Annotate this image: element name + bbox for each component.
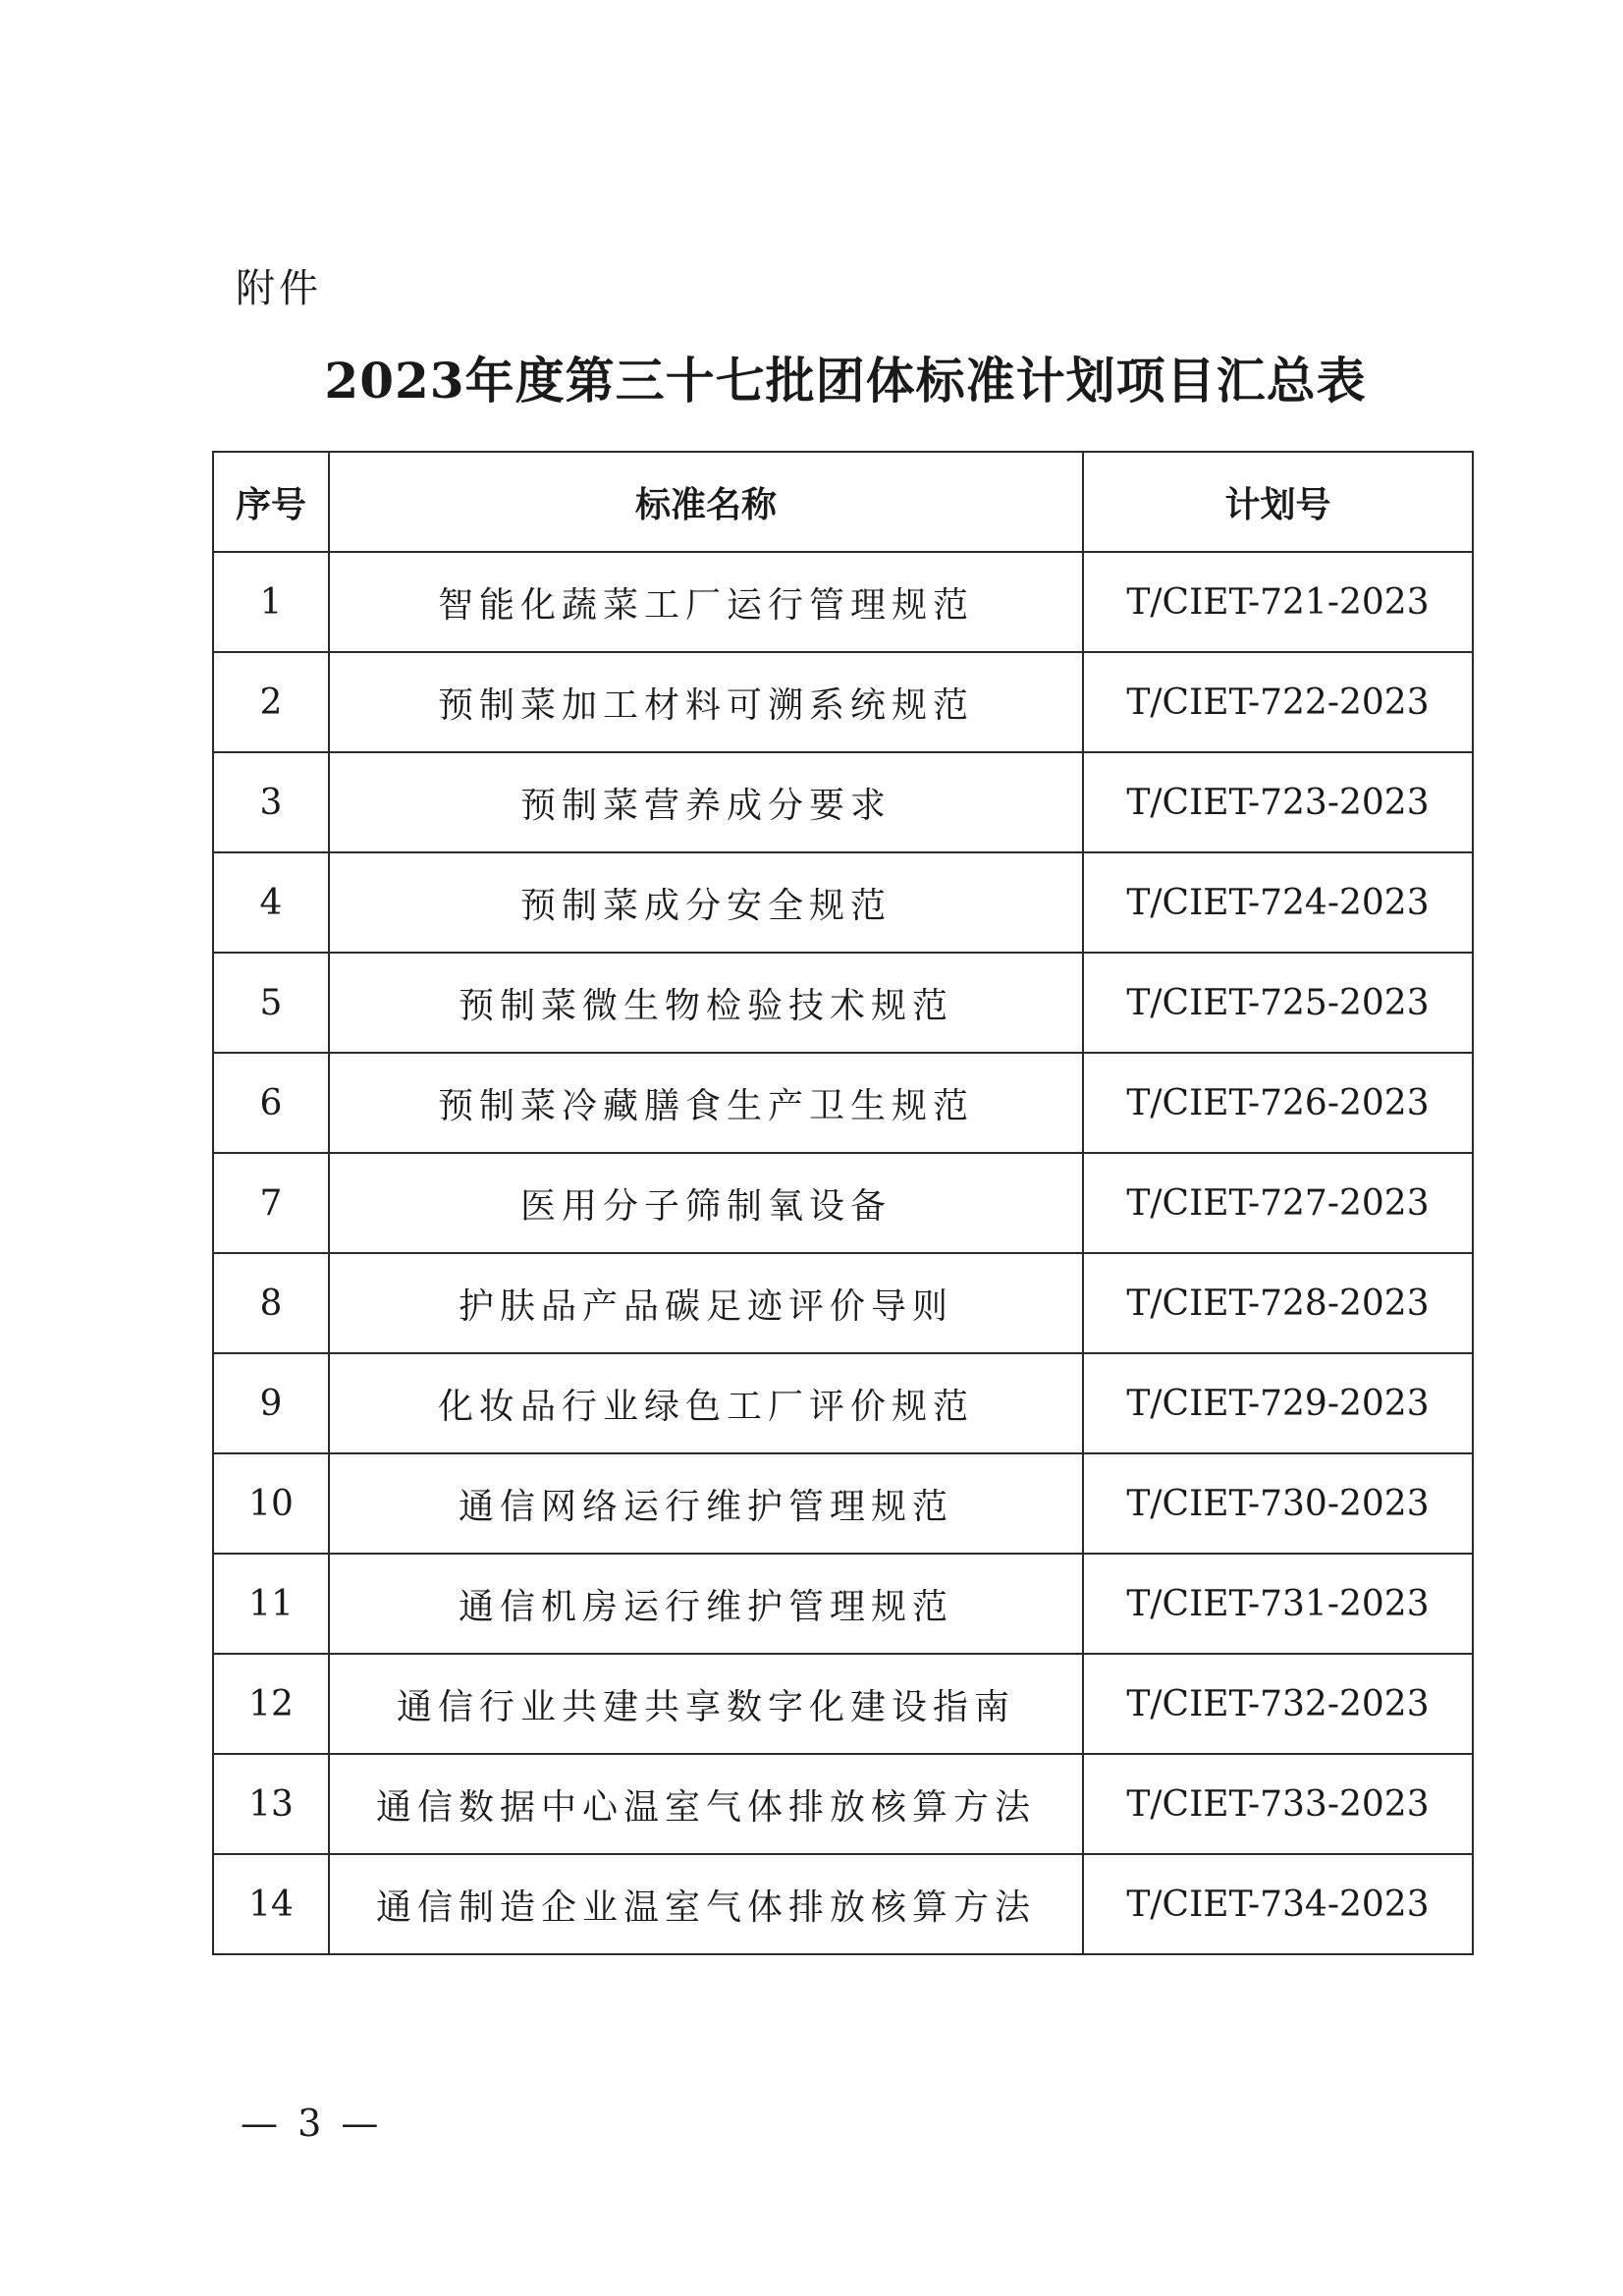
row-plan-number: T/CIET-731-2023 bbox=[1083, 1554, 1473, 1654]
table-row bbox=[213, 1353, 1473, 1453]
row-plan-number: T/CIET-733-2023 bbox=[1083, 1754, 1473, 1854]
row-serial-number: 2 bbox=[213, 652, 329, 752]
page-number: — 3 — bbox=[241, 2102, 383, 2145]
row-standard-name: 通信数据中心温室气体排放核算方法 bbox=[329, 1754, 1083, 1854]
row-standard-name: 通信机房运行维护管理规范 bbox=[329, 1554, 1083, 1654]
row-serial-number: 5 bbox=[213, 953, 329, 1053]
row-plan-number: T/CIET-729-2023 bbox=[1083, 1353, 1473, 1453]
row-plan-number: T/CIET-734-2023 bbox=[1083, 1854, 1473, 1954]
row-plan-number: T/CIET-727-2023 bbox=[1083, 1153, 1473, 1253]
row-plan-number: T/CIET-726-2023 bbox=[1083, 1053, 1473, 1153]
row-standard-name: 通信网络运行维护管理规范 bbox=[329, 1453, 1083, 1554]
row-standard-name: 通信制造企业温室气体排放核算方法 bbox=[329, 1854, 1083, 1954]
row-standard-name: 预制菜营养成分要求 bbox=[329, 752, 1083, 852]
column-header-standard-name: 标准名称 bbox=[329, 452, 1083, 552]
row-standard-name: 护肤品产品碳足迹评价导则 bbox=[329, 1253, 1083, 1353]
attachment-label: 附件 bbox=[236, 266, 322, 311]
row-standard-name: 预制菜冷藏膳食生产卫生规范 bbox=[329, 1053, 1083, 1153]
row-plan-number: T/CIET-721-2023 bbox=[1083, 552, 1473, 652]
row-standard-name: 预制菜微生物检验技术规范 bbox=[329, 953, 1083, 1053]
row-standard-name: 通信行业共建共享数字化建设指南 bbox=[329, 1654, 1083, 1754]
table-row bbox=[213, 1153, 1473, 1253]
table-row bbox=[213, 752, 1473, 852]
row-plan-number: T/CIET-722-2023 bbox=[1083, 652, 1473, 752]
table-row bbox=[213, 552, 1473, 652]
column-header-plan-number: 计划号 bbox=[1083, 452, 1473, 552]
row-serial-number: 4 bbox=[213, 852, 329, 953]
table-row bbox=[213, 1053, 1473, 1153]
table-row bbox=[213, 1754, 1473, 1854]
row-serial-number: 14 bbox=[213, 1854, 329, 1954]
row-plan-number: T/CIET-730-2023 bbox=[1083, 1453, 1473, 1554]
row-serial-number: 9 bbox=[213, 1353, 329, 1453]
row-standard-name: 预制菜成分安全规范 bbox=[329, 852, 1083, 953]
row-plan-number: T/CIET-724-2023 bbox=[1083, 852, 1473, 953]
row-plan-number: T/CIET-728-2023 bbox=[1083, 1253, 1473, 1353]
row-plan-number: T/CIET-723-2023 bbox=[1083, 752, 1473, 852]
table-row bbox=[213, 1253, 1473, 1353]
row-serial-number: 1 bbox=[213, 552, 329, 652]
row-standard-name: 智能化蔬菜工厂运行管理规范 bbox=[329, 552, 1083, 652]
table-row bbox=[213, 1854, 1473, 1954]
row-serial-number: 11 bbox=[213, 1554, 329, 1654]
row-serial-number: 13 bbox=[213, 1754, 329, 1854]
row-plan-number: T/CIET-725-2023 bbox=[1083, 953, 1473, 1053]
row-standard-name: 化妆品行业绿色工厂评价规范 bbox=[329, 1353, 1083, 1453]
row-serial-number: 10 bbox=[213, 1453, 329, 1554]
row-serial-number: 3 bbox=[213, 752, 329, 852]
row-serial-number: 12 bbox=[213, 1654, 329, 1754]
standards-plan-table bbox=[212, 451, 1474, 1955]
row-standard-name: 预制菜加工材料可溯系统规范 bbox=[329, 652, 1083, 752]
table-row bbox=[213, 652, 1473, 752]
row-serial-number: 6 bbox=[213, 1053, 329, 1153]
row-plan-number: T/CIET-732-2023 bbox=[1083, 1654, 1473, 1754]
table-header-row bbox=[213, 452, 1473, 552]
column-header-serial: 序号 bbox=[213, 452, 329, 552]
row-serial-number: 8 bbox=[213, 1253, 329, 1353]
table-row bbox=[213, 852, 1473, 953]
row-serial-number: 7 bbox=[213, 1153, 329, 1253]
table-row bbox=[213, 1554, 1473, 1654]
row-standard-name: 医用分子筛制氧设备 bbox=[329, 1153, 1083, 1253]
table-row bbox=[213, 1453, 1473, 1554]
table-row bbox=[213, 1654, 1473, 1754]
document-title: 2023年度第三十七批团体标准计划项目汇总表 bbox=[324, 352, 1367, 410]
table-row bbox=[213, 953, 1473, 1053]
